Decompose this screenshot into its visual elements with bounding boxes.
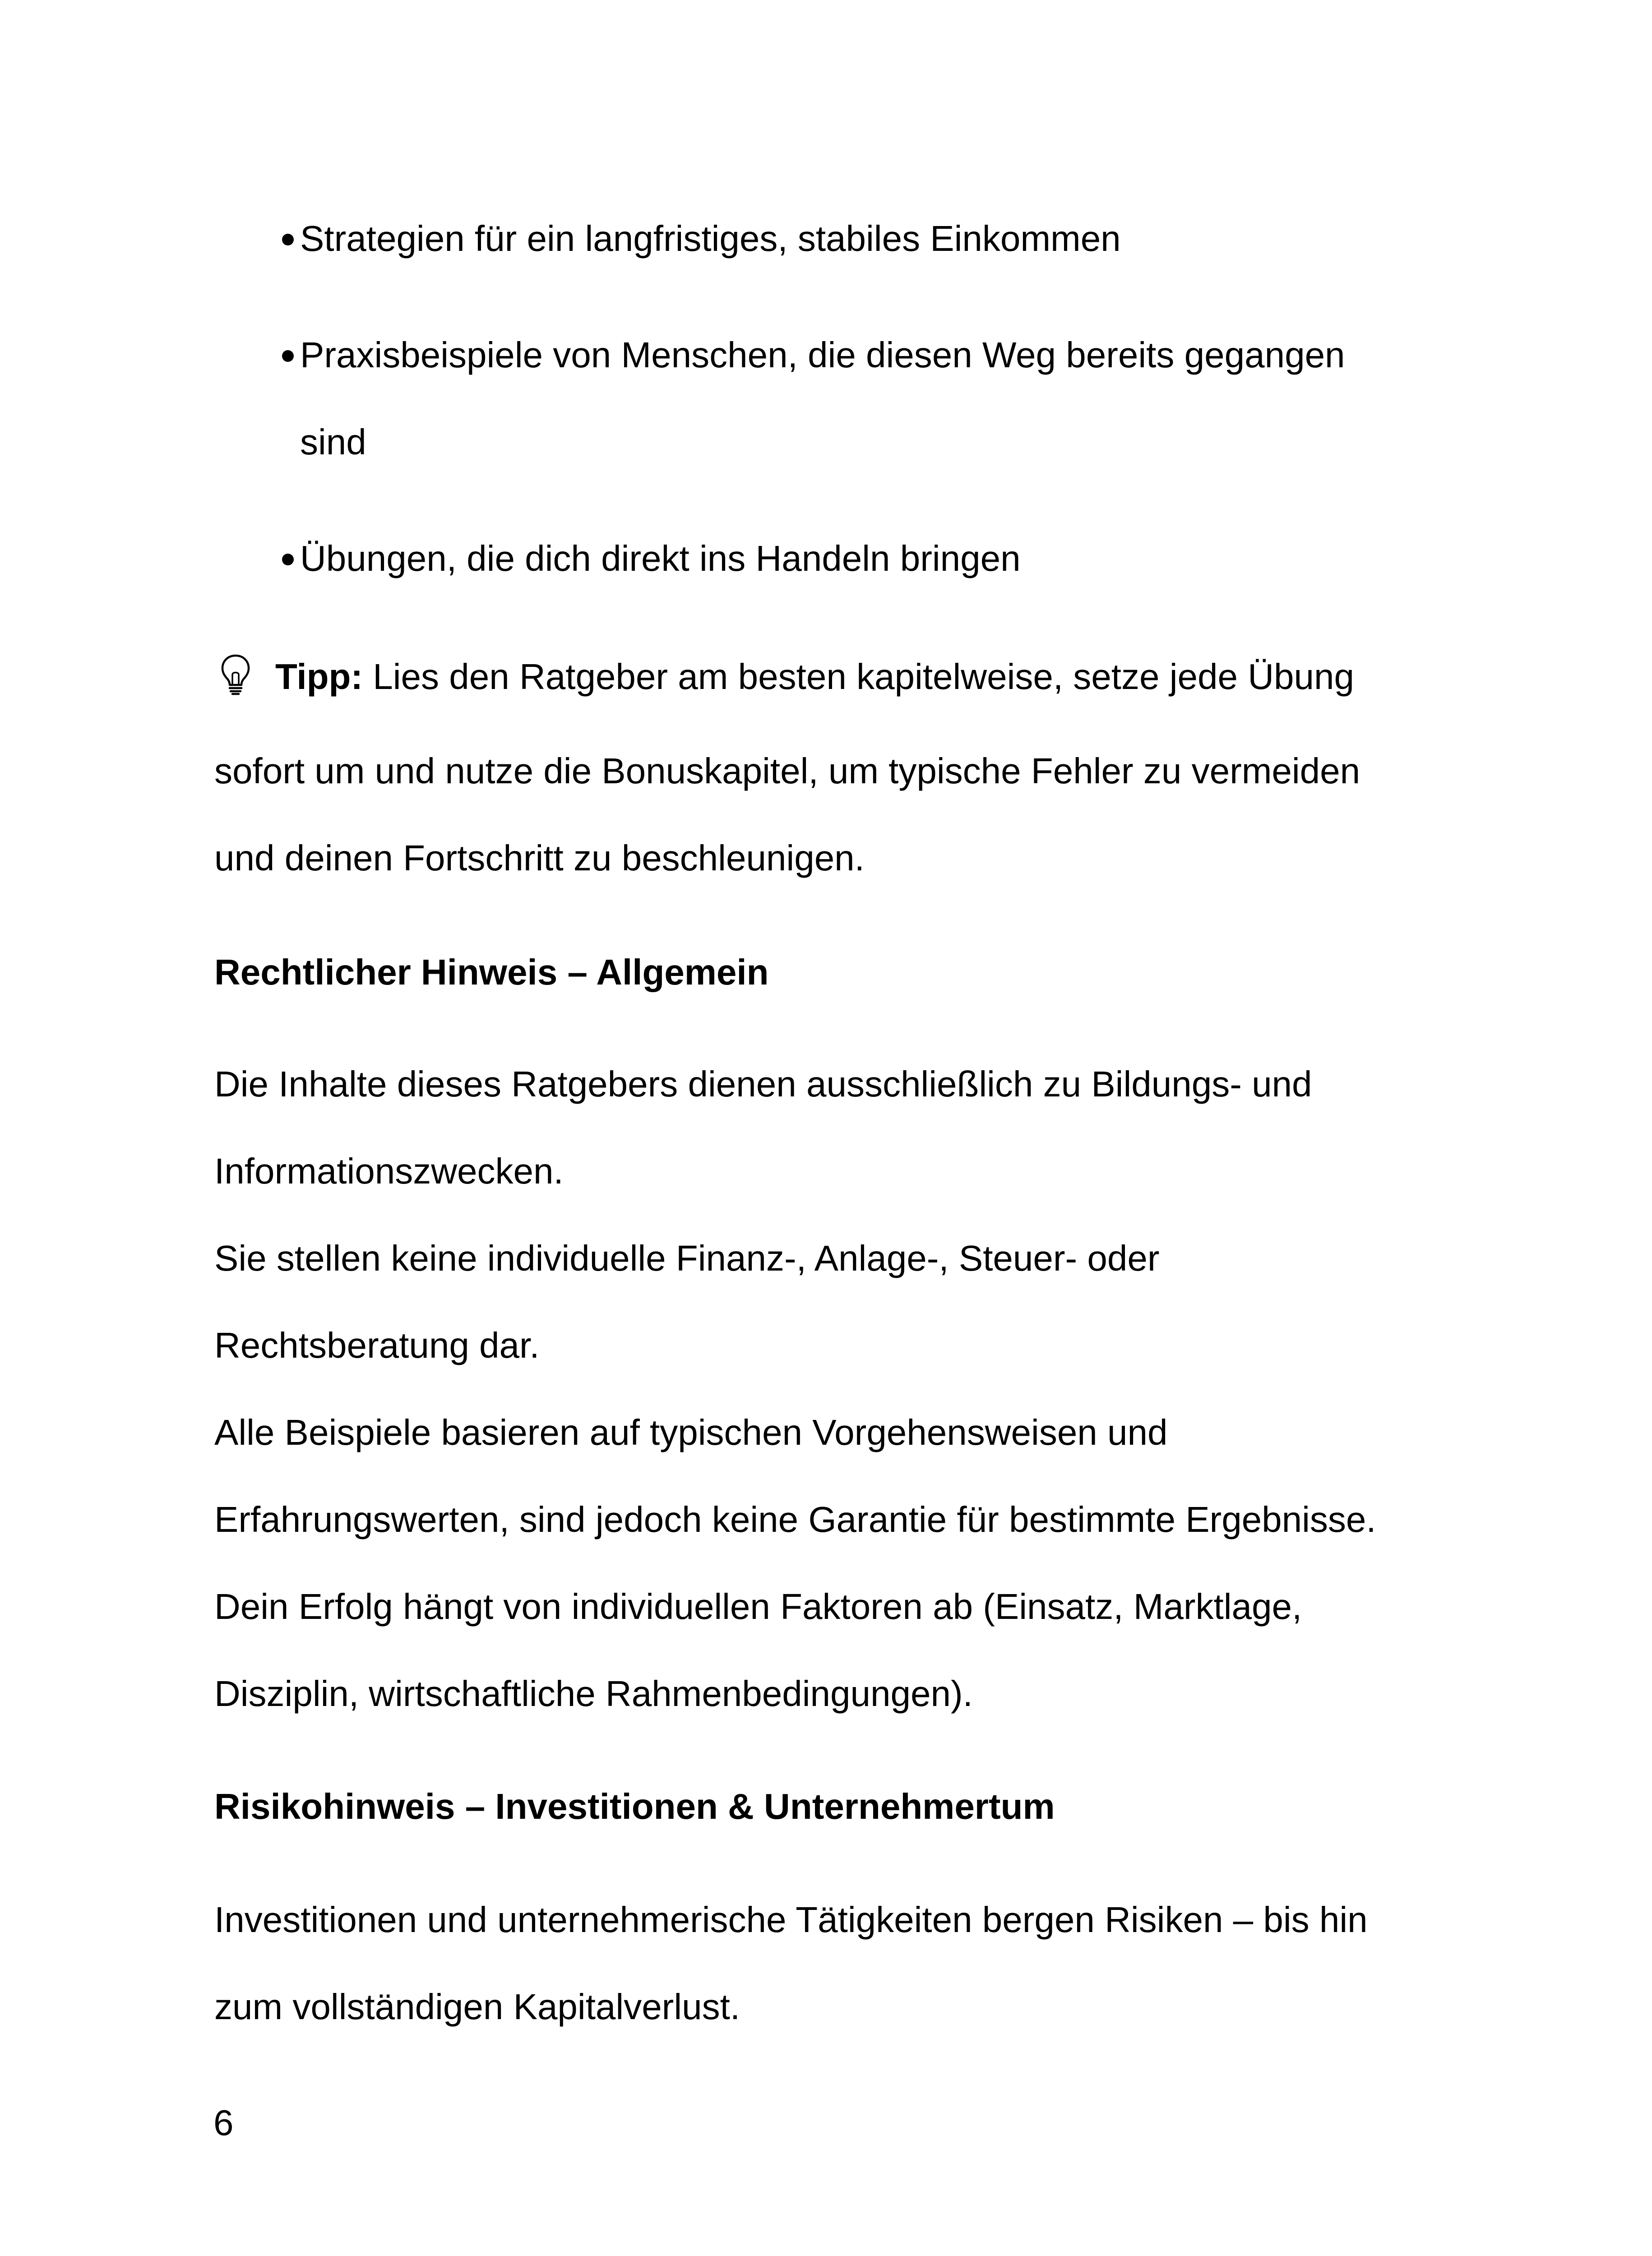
tip-text: sofort um und nutze die Bonuskapitel, um typische Fehler zu vermeiden bbox=[214, 751, 1360, 791]
bullet-text: Strategien für ein langfristiges, stabiles Einkommen bbox=[300, 218, 1121, 259]
paragraph-line: Dein Erfolg hängt von individuellen Faktoren ab (Einsatz, Marktlage, bbox=[214, 1586, 1302, 1627]
bullet-text: Übungen, die dich direkt ins Handeln bringen bbox=[300, 538, 1021, 578]
paragraph-line: Die Inhalte dieses Ratgebers dienen ausschließlich zu Bildungs- und bbox=[214, 1064, 1312, 1104]
tip-text: und deinen Fortschritt zu beschleunigen. bbox=[214, 838, 865, 878]
list-item bbox=[300, 311, 1464, 485]
tip-text: Lies den Ratgeber am besten kapitelweise, setze jede Übung bbox=[363, 656, 1354, 697]
list-item bbox=[300, 515, 1464, 602]
page-number: 6 bbox=[213, 2103, 234, 2143]
paragraph-line: Disziplin, wirtschaftliche Rahmenbedingungen). bbox=[214, 1674, 973, 1714]
list-item bbox=[300, 195, 1464, 282]
section-heading: Risikohinweis – Investitionen & Unternehmertum bbox=[214, 1786, 1055, 1826]
tip-first-line bbox=[275, 633, 1354, 720]
section-heading: Rechtlicher Hinweis – Allgemein bbox=[214, 952, 769, 992]
paragraph-line: Rechtsberatung dar. bbox=[214, 1325, 540, 1365]
bullet-text: sind bbox=[300, 422, 366, 462]
paragraph-line: Informationszwecken. bbox=[214, 1151, 564, 1191]
paragraph-line: Alle Beispiele basieren auf typischen Vorgehensweisen und bbox=[214, 1412, 1168, 1452]
bullet-text: Praxisbeispiele von Menschen, die diesen Weg bereits gegangen bbox=[300, 335, 1345, 375]
paragraph-line: Sie stellen keine individuelle Finanz-, Anlage-, Steuer- oder bbox=[214, 1238, 1160, 1278]
lightbulb-icon bbox=[220, 653, 251, 696]
paragraph-line: zum vollständigen Kapitalverlust. bbox=[214, 1987, 740, 2027]
paragraph-line: Erfahrungswerten, sind jedoch keine Garantie für bestimmte Ergebnisse. bbox=[214, 1499, 1376, 1539]
tip-label: Tipp: bbox=[275, 656, 363, 697]
paragraph-line: Investitionen und unternehmerische Tätigkeiten bergen Risiken – bis hin bbox=[214, 1900, 1368, 1940]
